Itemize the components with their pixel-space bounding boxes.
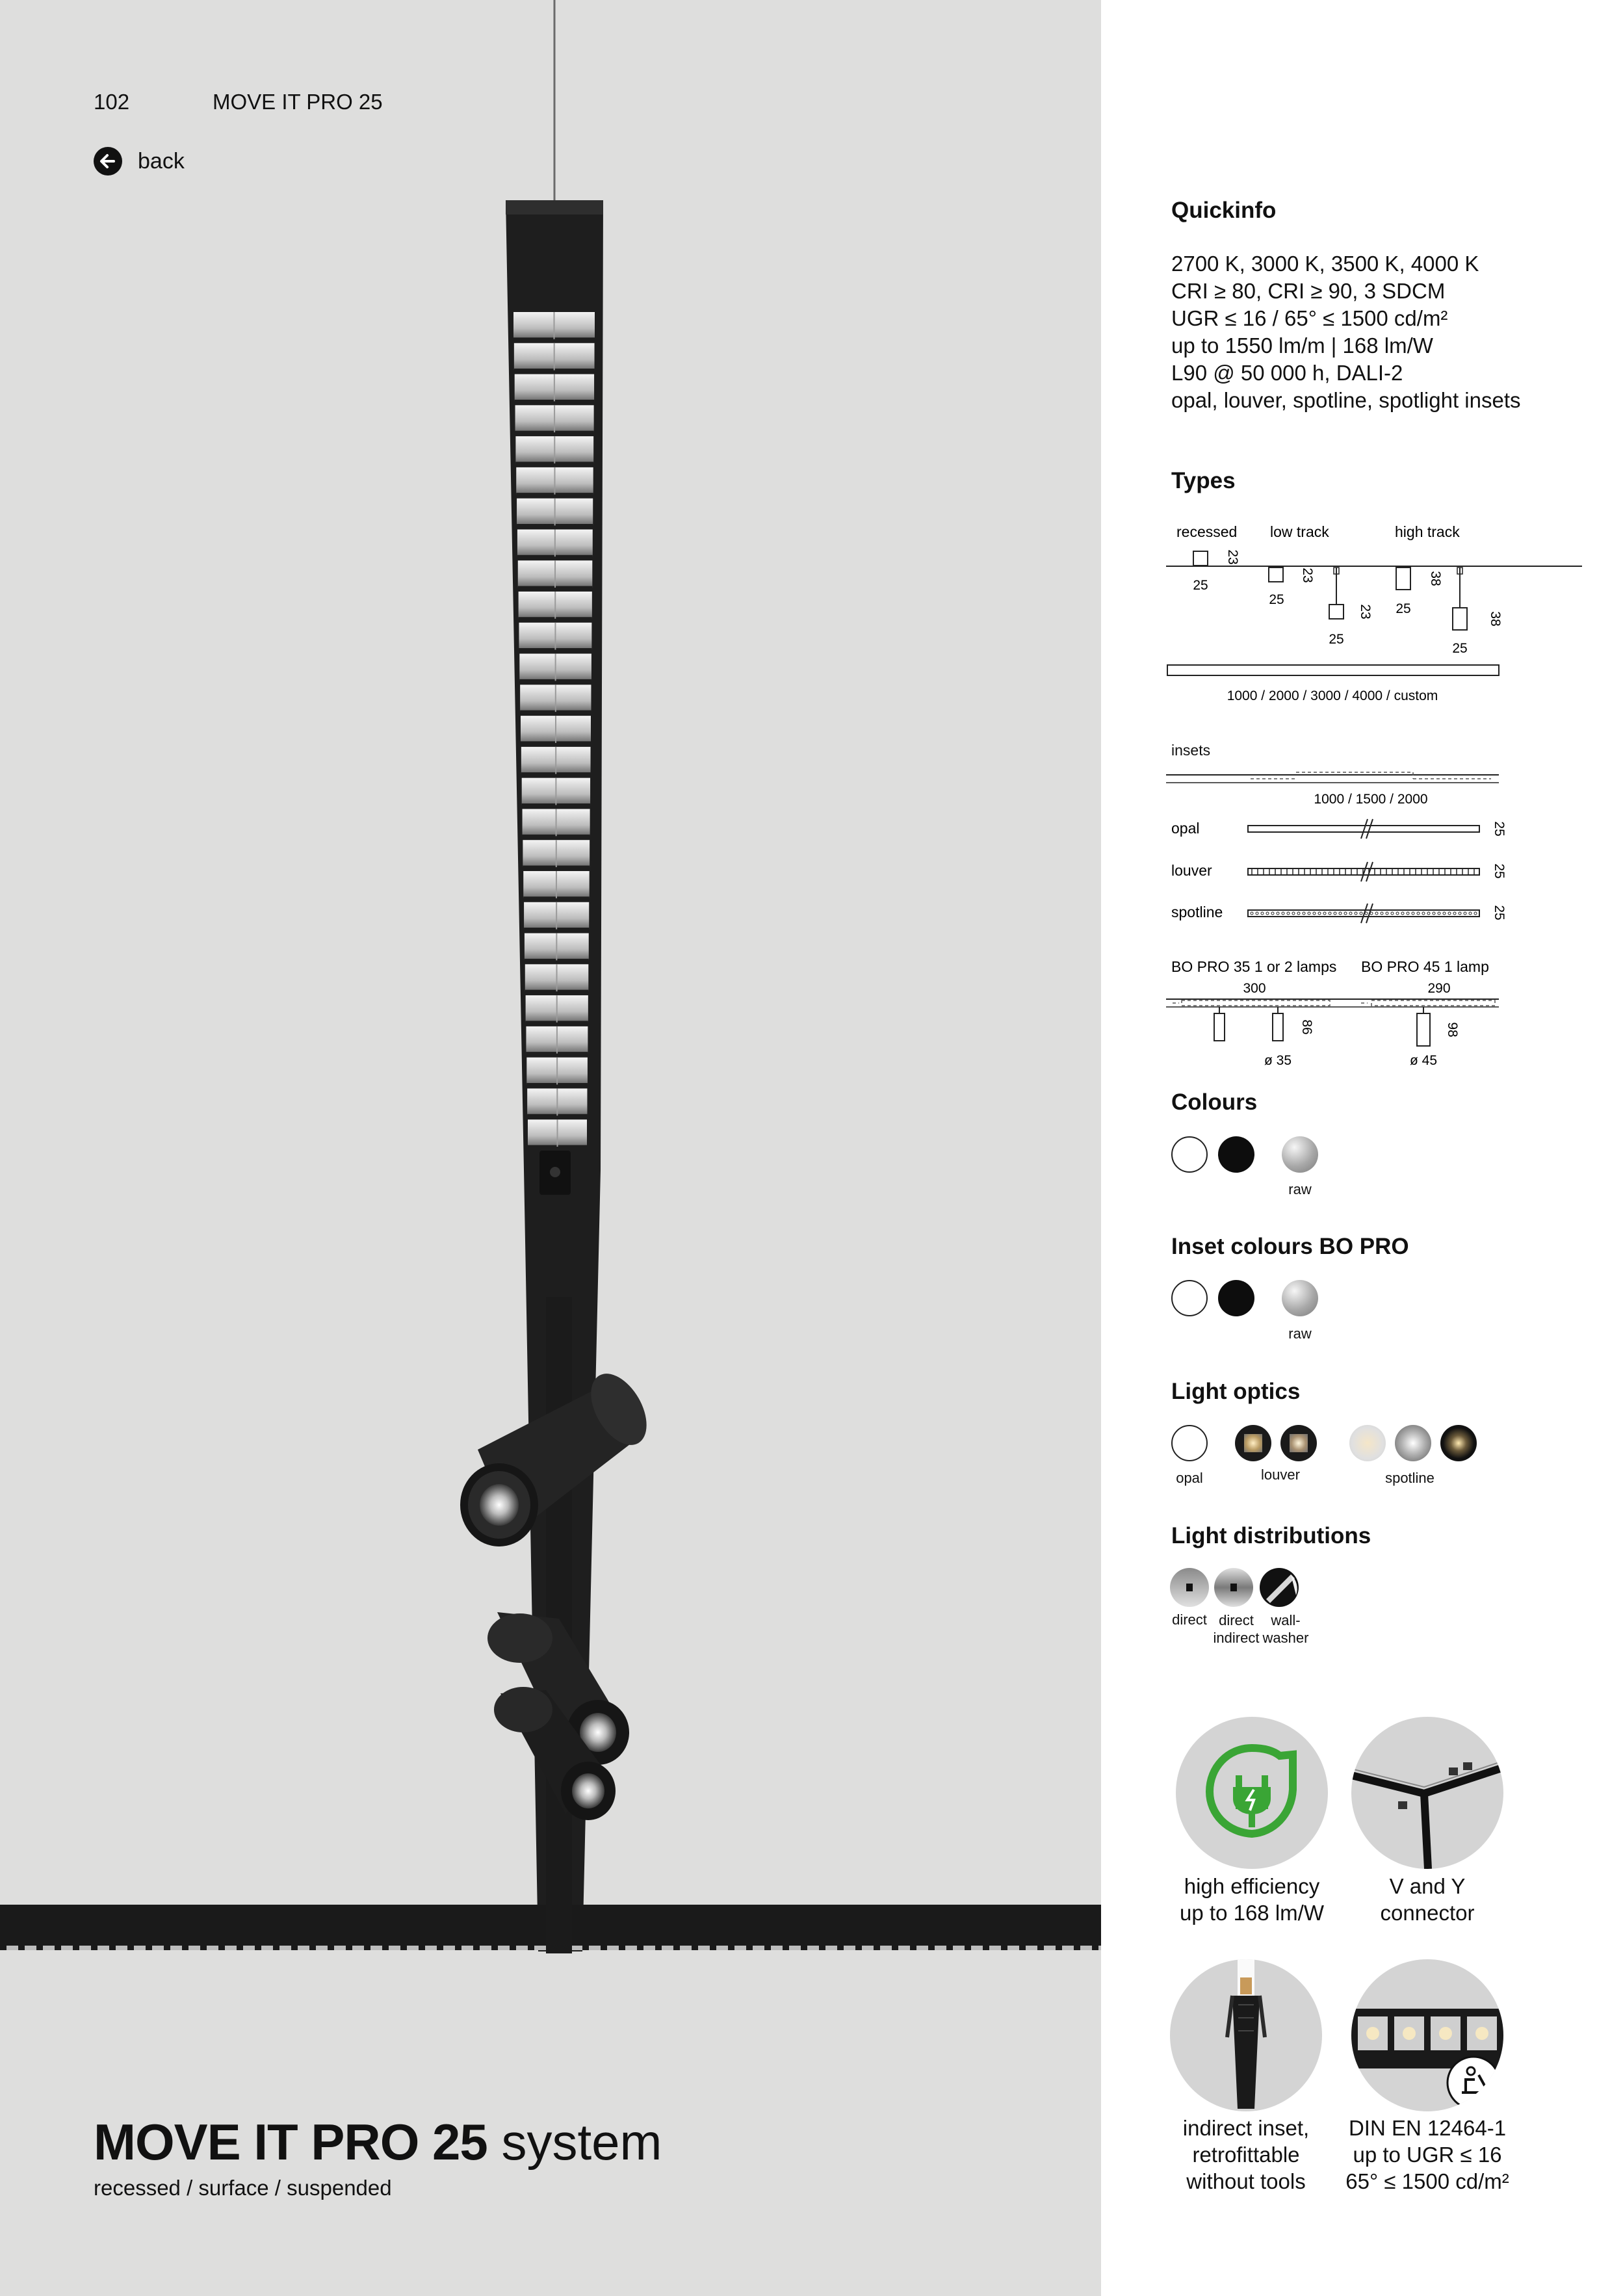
distribution-label-line: indirect: [1213, 1630, 1260, 1646]
product-subtitle: recessed / surface / suspended: [94, 2176, 392, 2200]
feature-text-line: up to UGR ≤ 16: [1353, 2143, 1502, 2167]
optic-louver-icon[interactable]: [1280, 1425, 1317, 1461]
optic-label-opal: opal: [1176, 1470, 1203, 1486]
quickinfo-line: CRI ≥ 80, CRI ≥ 90, 3 SDCM: [1171, 279, 1446, 303]
spec-panel: [1101, 0, 1623, 2296]
dim-label: 98: [1445, 1022, 1460, 1037]
colour-swatch-white[interactable]: [1171, 1136, 1208, 1173]
types-heading: Types: [1171, 468, 1236, 493]
leaf-plug-icon: [1176, 1717, 1328, 1869]
dim-label: 25: [1269, 592, 1284, 607]
colour-swatch-raw[interactable]: [1282, 1136, 1318, 1173]
inset-colour-swatch-black[interactable]: [1218, 1280, 1254, 1316]
feature-text-line: 65° ≤ 1500 cd/m²: [1345, 2169, 1509, 2193]
dim-label: 25: [1396, 601, 1411, 616]
colour-label-raw: raw: [1288, 1181, 1312, 1197]
ugr-badge: [1351, 1959, 1503, 2111]
inset-label-opal: opal: [1171, 820, 1200, 837]
optic-louver-icon[interactable]: [1235, 1425, 1271, 1461]
dim-label: 25: [1193, 578, 1208, 593]
inset-label-spotline: spotline: [1171, 904, 1223, 920]
feature-text-line: up to 168 lm/W: [1180, 1901, 1324, 1925]
optic-opal-icon[interactable]: [1171, 1425, 1208, 1461]
inset-colour-label-raw: raw: [1288, 1325, 1312, 1342]
efficiency-badge: [1176, 1717, 1328, 1869]
feature-text-line: V and Y: [1389, 1874, 1466, 1898]
louver-cells: [513, 312, 595, 1147]
bopro-diagram: [1166, 952, 1582, 1076]
bopro45-length: 290: [1427, 981, 1451, 996]
insets-lengths: 1000 / 1500 / 2000: [1314, 792, 1428, 807]
feature-text-line: high efficiency: [1184, 1874, 1320, 1898]
feature-efficiency-text: [1154, 1873, 1349, 1926]
connector-badge: [1351, 1717, 1503, 1869]
types-lengths: 1000 / 2000 / 3000 / 4000 / custom: [1227, 688, 1438, 703]
dim-label: 38: [1488, 611, 1503, 627]
inset-colour-swatch-raw[interactable]: [1282, 1280, 1318, 1316]
vy-connector-icon: [1351, 1717, 1503, 1869]
page-number: 102: [94, 90, 130, 114]
bopro35-length: 300: [1243, 981, 1266, 996]
back-link[interactable]: [94, 147, 185, 176]
colour-swatch-black[interactable]: [1218, 1136, 1254, 1173]
quickinfo-line: up to 1550 lm/m | 168 lm/W: [1171, 333, 1433, 358]
insets-heading: insets: [1171, 742, 1211, 759]
insets-diagram: [1166, 761, 1582, 930]
feature-text-line: retrofittable: [1192, 2143, 1300, 2167]
optic-label-spotline: spotline: [1385, 1470, 1435, 1486]
dim-label: 86: [1299, 1019, 1314, 1035]
back-label: back: [138, 148, 185, 174]
dim-label: 25: [1492, 863, 1507, 879]
bopro45-label: BO PRO 45 1 lamp: [1361, 958, 1489, 975]
feature-text-line: without tools: [1186, 2169, 1306, 2193]
light-distributions-heading: Light distributions: [1171, 1523, 1371, 1548]
feature-connector-text: [1330, 1873, 1525, 1926]
inset-colour-swatch-white[interactable]: [1171, 1280, 1208, 1316]
distribution-label-line: washer: [1262, 1630, 1309, 1646]
feature-inset-text: [1149, 2115, 1344, 2195]
dim-label: 23: [1225, 549, 1240, 565]
quickinfo-line: UGR ≤ 16 / 65° ≤ 1500 cd/m²: [1171, 306, 1448, 330]
ugr-louver-icon: [1351, 1959, 1503, 2111]
feature-ugr-text: [1330, 2115, 1525, 2195]
retrofit-inset-icon: [1170, 1959, 1322, 2111]
dim-label: 25: [1329, 632, 1344, 647]
type-label-low-track: low track: [1270, 523, 1329, 540]
dim-label: 23: [1300, 567, 1315, 583]
dim-label: 23: [1358, 604, 1373, 620]
distribution-icons: [1169, 1567, 1312, 1612]
types-diagram: [1166, 517, 1582, 712]
inset-colours-heading: Inset colours BO PRO: [1171, 1234, 1409, 1259]
quickinfo-line: opal, louver, spotline, spotlight insets: [1171, 388, 1521, 412]
quickinfo-heading: Quickinfo: [1171, 198, 1277, 223]
bopro35-label: BO PRO 35 1 or 2 lamps: [1171, 958, 1337, 975]
bopro45-diameter: ø 45: [1409, 1053, 1438, 1068]
inset-badge: [1170, 1959, 1322, 2111]
page-title: MOVE IT PRO 25: [213, 90, 383, 114]
inset-label-louver: louver: [1171, 862, 1212, 879]
optic-spotline-icon[interactable]: [1349, 1425, 1386, 1461]
feature-text-line: DIN EN 12464-1: [1348, 2116, 1507, 2140]
distribution-label-line: direct: [1219, 1612, 1254, 1628]
dim-label: 25: [1492, 821, 1507, 837]
distribution-label-direct: direct: [1172, 1611, 1207, 1628]
dim-label: 38: [1428, 571, 1443, 586]
optic-spotline-icon[interactable]: [1395, 1425, 1431, 1461]
product-name-bold: MOVE IT PRO 25: [94, 2113, 487, 2171]
distribution-label-line: wall-: [1271, 1612, 1301, 1628]
colours-heading: Colours: [1171, 1089, 1258, 1115]
light-optics-heading: Light optics: [1171, 1379, 1301, 1404]
quickinfo-line: L90 @ 50 000 h, DALI-2: [1171, 361, 1403, 385]
product-name-regular: system: [501, 2113, 662, 2171]
optic-label-louver: louver: [1261, 1467, 1300, 1483]
arrow-left-icon: [94, 147, 122, 176]
type-label-recessed: recessed: [1176, 523, 1238, 540]
quickinfo-line: 2700 K, 3000 K, 3500 K, 4000 K: [1171, 252, 1479, 276]
dim-label: 25: [1492, 905, 1507, 920]
feature-text-line: connector: [1380, 1901, 1475, 1925]
bopro35-diameter: ø 35: [1264, 1053, 1292, 1068]
quickinfo-list: [1171, 250, 1521, 414]
dim-label: 25: [1452, 641, 1468, 656]
feature-text-line: indirect inset,: [1182, 2116, 1310, 2140]
distribution-label-wallwasher: [1254, 1611, 1317, 1647]
product-name: [94, 2113, 662, 2172]
optic-spotline-icon[interactable]: [1440, 1425, 1477, 1461]
type-label-high-track: high track: [1395, 523, 1460, 540]
